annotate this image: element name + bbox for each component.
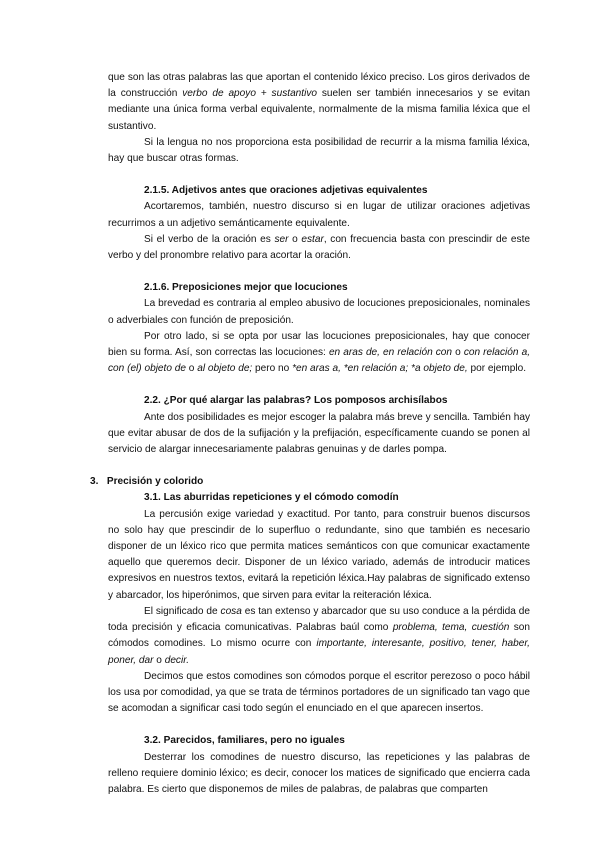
paragraph: El significado de cosa es tan extenso y abarcador que su uso conduce a la pérdida de toda precisión y eficacia comunicativas. Palabras baúl como problema, tema, cuestión son cómodos comodines. Lo mismo ocurre con importante, interesante, positivo, tener, haber, poner, dar o decir. bbox=[108, 605, 531, 666]
paragraph: que son las otras palabras las que aportan el contenido léxico preciso. Los giros derivados de la construcción verbo de apoyo + sustantivo suelen ser también innecesarios y se evitan mediante una única forma verbal equivalente, normalmente de la misma familia léxica que el sustantivo. bbox=[108, 72, 530, 132]
document-page bbox=[90, 70, 531, 798]
paragraph: Por otro lado, si se opta por usar las locuciones preposicionales, hay que conocer bien su forma. Así, son correctas las locuciones: en aras de, en relación con o con relación a, con (el) objeto de o al objeto de; pero no *en aras a, *en relación a; *a objeto de, por ejemplo. bbox=[108, 330, 530, 375]
paragraph: Ante dos posibilidades es mejor escoger la palabra más breve y sencilla. También hay que evitar abusar de dos de la sufijación y la prefijación, específicamente cuando se ponen al servicio de alargar innecesariamente palabras genuinas y de darles pompa. bbox=[108, 411, 530, 456]
paragraph: Desterrar los comodines de nuestro discurso, las repeticiones y las palabras de relleno requiere dominio léxico; es decir, conocer los matices de significado que encierra cada palabra. Es cierto que disponemos de miles de palabras, de palabras que comparten bbox=[108, 751, 530, 795]
section-heading-2-1-5: 2.1.5. Adjetivos antes que oraciones adjetivas equivalentes bbox=[144, 185, 428, 197]
paragraph: Decimos que estos comodines son cómodos porque el escritor perezoso o poco hábil los usa por comodidad, ya que se trata de términos portadores de un significado tan vago que se acomodan a significar casi todo según el enunciado en el que aparecen insertos. bbox=[108, 670, 530, 715]
section-heading-3: 3. Precisión y colorido bbox=[90, 476, 204, 488]
paragraph: La percusión exige variedad y exactitud. Por tanto, para construir buenos discursos no solo hay que prescindir de lo superfluo o redundante, sino que también es necesario disponer de un léxico rico que permita matices semánticos con que comunicar exactamente aquello que queremos decir. Disponer de un léxico variado, además de introducir matices expresivos en nuestros textos, evitará la repetición léxica.Hay palabras de significado extenso y abarcador, los hiperónimos, que sirven para evitar la reiteración léxica. bbox=[108, 508, 530, 601]
paragraph: Si el verbo de la oración es ser o estar, con frecuencia basta con prescindir de este verbo y del pronombre relativo para acortar la oración. bbox=[108, 233, 531, 262]
paragraph: Acortaremos, también, nuestro discurso si en lugar de utilizar oraciones adjetivas recurrimos a un adjetivo semánticamente equivalente. bbox=[108, 201, 530, 229]
paragraph: La brevedad es contraria al empleo abusivo de locuciones preposicionales, nominales o adverbiales con función de preposición. bbox=[108, 298, 530, 326]
paragraph: Si la lengua no nos proporciona esta posibilidad de recurrir a la misma familia léxica, hay que buscar otras formas. bbox=[108, 136, 530, 165]
section-heading-3-2: 3.2. Parecidos, familiares, pero no iguales bbox=[144, 735, 345, 747]
section-heading-3-1: 3.1. Las aburridas repeticiones y el cómodo comodín bbox=[144, 492, 399, 504]
section-heading-2-2: 2.2. ¿Por qué alargar las palabras? Los pomposos archisílabos bbox=[144, 395, 448, 407]
section-heading-2-1-6: 2.1.6. Preposiciones mejor que locuciones bbox=[144, 282, 348, 294]
